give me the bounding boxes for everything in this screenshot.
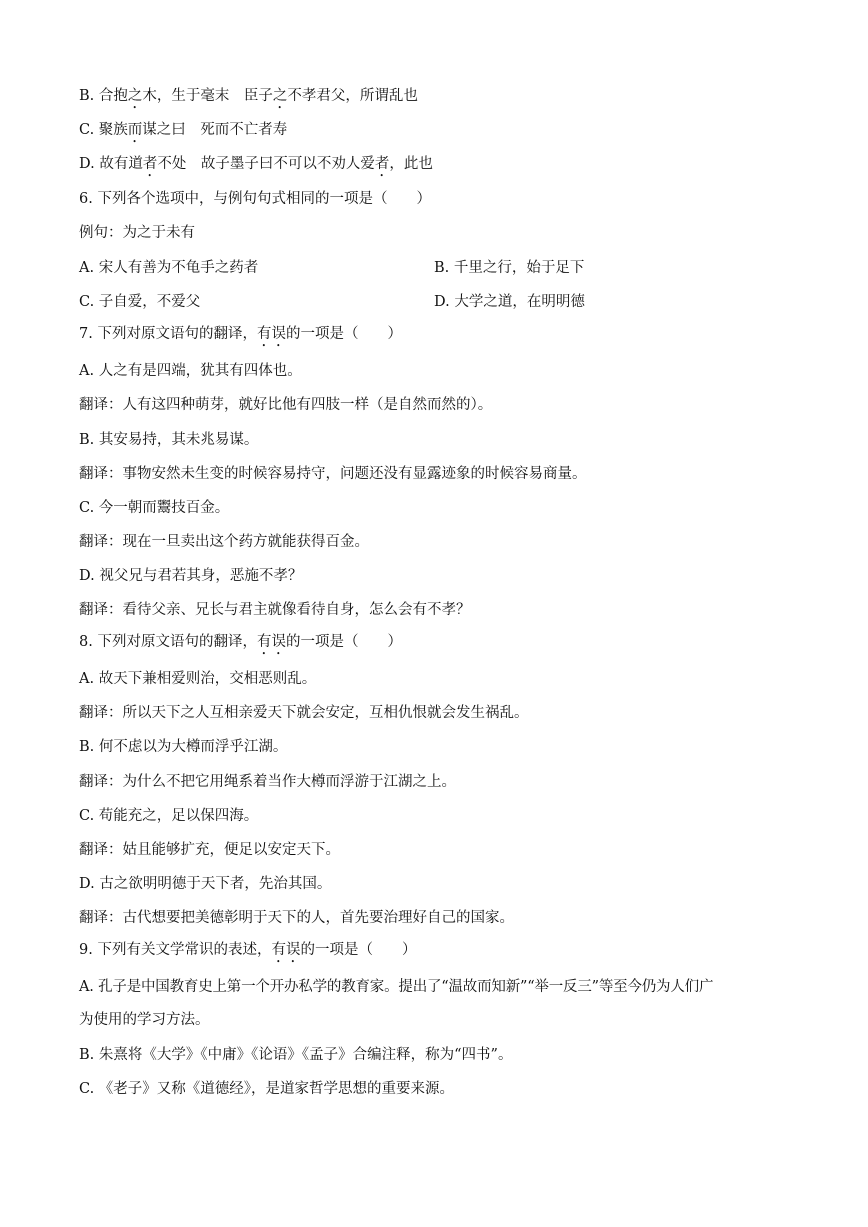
text: 不处 故子墨子曰不可以不劝人爱 (157, 156, 375, 172)
emphasized-char: 之 (272, 88, 288, 104)
q8-option-b: B. 何不虑以为大樽而浮乎江湖。 (79, 739, 288, 755)
q8-option-c-translation: 翻译：姑且能够扩充，便足以安定天下。 (79, 842, 340, 858)
emphasized-text: 有误 (256, 634, 286, 650)
q8-option-b-translation: 翻译：为什么不把它用绳系着当作大樽而浮游于江湖之上。 (79, 774, 456, 790)
text: 的一项是（ ） (285, 634, 402, 650)
q5-option-c (79, 120, 287, 146)
q5-option-d (79, 154, 433, 180)
emphasized-text: 有误 (271, 942, 301, 958)
q7-option-d-translation: 翻译：看待父亲、兄长与君主就像看待自身，怎么会有不孝？ (79, 602, 471, 618)
q8-option-d: D. 古之欲明明德于天下者，先治其国。 (79, 876, 332, 892)
text: 9. 下列有关文学常识的表述， (79, 942, 272, 958)
emphasized-char: 之 (127, 88, 143, 104)
text: 8. 下列对原文语句的翻译， (79, 634, 257, 650)
q8-option-c: C. 苟能充之，足以保四海。 (79, 808, 259, 824)
q6-option-c: C. 子自爱，不爱父 (79, 294, 201, 310)
text: B. 合抱 (79, 88, 128, 104)
text: 不孝君父，所谓乱也 (287, 88, 418, 104)
q8-stem (79, 632, 402, 658)
text: 的一项是（ ） (285, 326, 402, 342)
text: 7. 下列对原文语句的翻译， (79, 326, 257, 342)
emphasized-text: 有误 (256, 326, 286, 342)
q7-option-a-translation: 翻译：人有这四种萌芽，就好比他有四肢一样（是自然而然的）。 (79, 397, 493, 413)
text: ，此也 (389, 156, 433, 172)
q5-option-b (79, 86, 418, 112)
q8-option-d-translation: 翻译：古代想要把美德彰明于天下的人，首先要治理好自己的国家。 (79, 910, 514, 926)
q6-option-a: A. 宋人有善为不龟手之药者 (79, 260, 259, 276)
emphasized-char: 而 (127, 122, 143, 138)
q6-example: 例句：为之于未有 (79, 225, 195, 241)
q7-option-c-translation: 翻译：现在一旦卖出这个药方就能获得百金。 (79, 534, 369, 550)
q7-option-b-translation: 翻译：事物安然未生变的时候容易持守，问题还没有显露迹象的时候容易商量。 (79, 466, 587, 482)
text: 的一项是（ ） (300, 942, 417, 958)
text: 木，生于毫末 臣子 (142, 88, 273, 104)
q7-option-d: D. 视父兄与君若其身，恶施不孝？ (79, 568, 303, 584)
q9-option-b: B. 朱熹将《大学》《中庸》《论语》《孟子》合编注释，称为“四书”。 (79, 1047, 513, 1063)
q7-option-c: C. 今一朝而鬻技百金。 (79, 500, 230, 516)
q6-option-d: D. 大学之道，在明明德 (434, 294, 585, 310)
q6-stem: 6. 下列各个选项中，与例句句式相同的一项是（ ） (79, 191, 431, 207)
text: C. 聚族 (79, 122, 128, 138)
emphasized-char: 者 (374, 156, 390, 172)
q9-option-c: C. 《老子》又称《道德经》，是道家哲学思想的重要来源。 (79, 1081, 455, 1097)
q9-stem (79, 940, 416, 966)
text: D. 故有道 (79, 156, 143, 172)
q6-option-b: B. 千里之行，始于足下 (434, 260, 585, 276)
q7-option-a: A. 人之有是四端，犹其有四体也。 (79, 363, 302, 379)
q9-option-a-line2: 为使用的学习方法。 (79, 1012, 210, 1028)
q9-option-a-line1: A. 孔子是中国教育史上第一个开办私学的教育家。提出了“温故而知新”“举一反三”等至今仍为人们广 (79, 979, 714, 995)
q8-option-a: A. 故天下兼相爱则治，交相恶则乱。 (79, 671, 317, 687)
q7-stem (79, 324, 402, 350)
text: 谋之曰 死而不亡者寿 (142, 122, 288, 138)
q7-option-b: B. 其安易持，其未兆易谋。 (79, 432, 259, 448)
q8-option-a-translation: 翻译：所以天下之人互相亲爱天下就会安定，互相仇恨就会发生祸乱。 (79, 705, 529, 721)
emphasized-char: 者 (142, 156, 158, 172)
